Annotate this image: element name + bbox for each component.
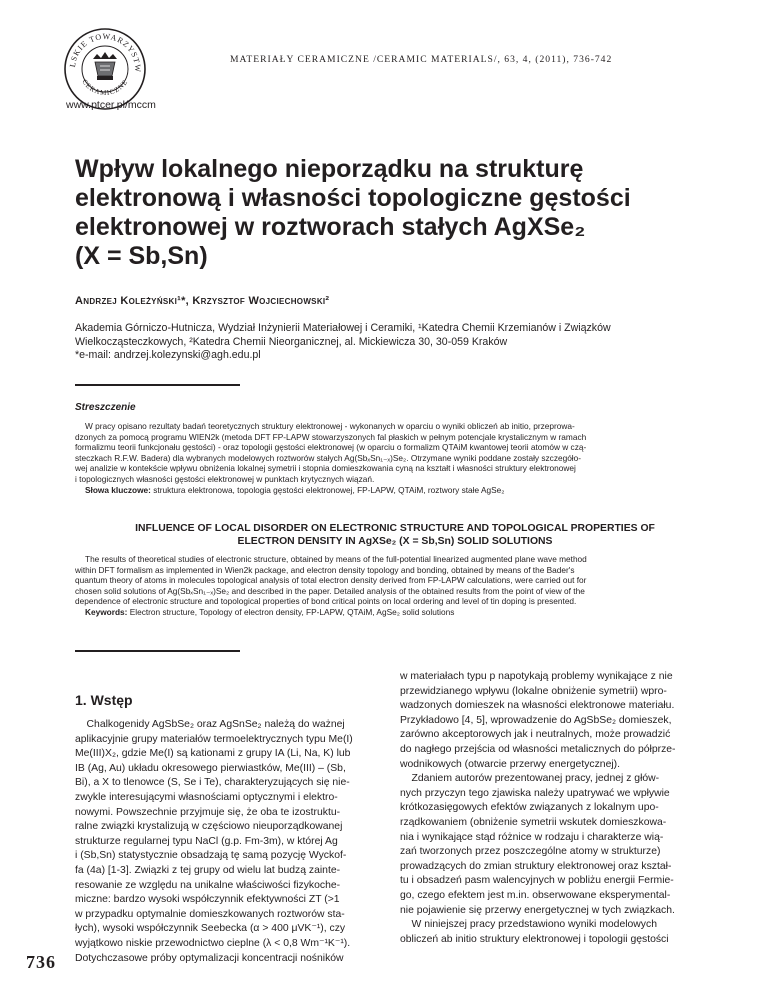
body-text-line: Bi), a X to tlenowce (S, Se i Te), charakteryzujących się nie- (75, 777, 350, 789)
abstract-line: W pracy opisano rezultaty badań teoretycznych struktury elektronowej - wykonanych w oparciu o wyniki obliczeń ab initio, przeprowa- (85, 421, 575, 431)
english-title-line: INFLUENCE OF LOCAL DISORDER ON ELECTRONIC STRUCTURE AND TOPOLOGICAL PROPERTIES OF (135, 523, 655, 534)
divider (75, 384, 240, 386)
body-text-line: nych przyczyn tego zjawiska należy upatrywać we wpływie (400, 787, 670, 799)
body-text-line: nie pojawienie się przerwy energetycznej w tych związkach. (400, 904, 675, 916)
english-title (75, 523, 715, 548)
body-text-line: do nagłego przejścia od własności metalicznych do półprze- (400, 743, 676, 755)
page-number: 736 (26, 952, 56, 972)
svg-text:POLSKIE TOWARZYSTWO: LSKIE TOWARZYSTW (67, 31, 143, 73)
abstract-en-line: quantum theory of atoms in molecules topological analysis of total electron density derived from FP-LAPW calculations, were carried out for (75, 575, 587, 586)
body-text-line: zwykle interesującymi własnościami optycznymi i elektro- (75, 791, 338, 803)
keywords-pl (75, 485, 715, 496)
abstract-en-line: dependence of electronic structure and topological properties of bond critical points on local ordering and level of tin doping is presented. (75, 596, 577, 607)
abstract-pl (75, 421, 715, 495)
body-text-line: ralne związki krystalizują w częściowo nieuporządkowanej (75, 821, 343, 833)
body-text-line: Chalkogenidy AgSbSe₂ oraz AgSnSe₂ należą do ważnej (75, 719, 345, 730)
body-text-line: Dotychczasowe próby optymalizacji koncentracji nośników (75, 952, 344, 964)
body-text-line: krótkozasięgowych efektów związanych z lokalnym upo- (400, 802, 659, 814)
body-text-line: wadzonych domieszek na własności elektronowe materiału. (400, 700, 675, 712)
body-text-line: resowanie ze względu na unikalne właściwości fizykoche- (75, 879, 341, 891)
title-line: Wpływ lokalnego nieporządku na strukturę (75, 155, 584, 183)
abstract-line: wej analizie w kontekście wpływu obniżenia lokalnej symetrii i stopnia domieszkowania cyną na kształt i własności struktury elektronowej (75, 463, 576, 474)
body-text-line: strukturze regularnej typu NaCl (g.p. Fm-3m), w której Ag (75, 835, 338, 847)
body-text-line: zarówno akceptorowych jak i neutralnych, może prowadzić (400, 729, 671, 741)
body-text-line: w przypadku optymalnie domieszkowanych roztworów sta- (75, 908, 345, 920)
affiliation (75, 322, 715, 363)
abstract-line: steczkach R.F.W. Badera) dla wybranych modelowych roztworów stałych Ag(SbₓSn₁₋ₓ)Se₂. Otrzymane wyniki poddane zostały szczegóło- (75, 452, 582, 463)
body-text-line: przewidzianego wpływu (lokalne obniżenie symetrii) wpro- (400, 685, 667, 697)
body-text-line: i (Sb,Sn) statystycznie obsadzają tę samą pozycję Wyckof- (75, 850, 347, 862)
abstract-line: dzonych za pomocą programu WIEN2k (metoda DFT FP-LAPW stowarzyszonych fal płaskich w pełnym potencjale krystalicznym w ramach (75, 431, 587, 442)
contact-email[interactable]: *e-mail: andrzej.kolezynski@agh.edu.pl (75, 349, 261, 361)
affiliation-line: Akademia Górniczo-Hutnicza, Wydział Inżynierii Materiałowej i Ceramiki, ¹Katedra Chemii Krzemianów i Związków (75, 322, 611, 334)
abstract-line: i topologicznych własności gęstości elektronowej w punktach krytycznych wiązań. (75, 473, 375, 484)
body-text-line: prowadzących do zmian struktury elektronowej oraz kształ- (400, 860, 672, 872)
divider (75, 650, 240, 652)
body-text-line: wyjątkowo niskie przewodnictwo cieplne (λ < 0,8 Wm⁻¹K⁻¹). (75, 937, 351, 949)
body-text-line: tu i obsadzeń pasm walencyjnych w pobliżu energii Fermie- (400, 875, 674, 887)
body-text-line: go, czego efektem jest m.in. obserwowane eksperymental- (400, 889, 671, 901)
title-line: (X = Sb,Sn) (75, 242, 208, 270)
keywords-en-text: Electron structure, Topology of electron density, FP-LAPW, QTAiM, AgSe₂ solid solutions (127, 606, 455, 617)
svg-text:CERAMICZNE: CERAMICZNE (80, 77, 130, 98)
body-text-line: rządkowaniem (obniżenie symetrii wskutek domieszkowa- (400, 816, 667, 828)
journal-url[interactable]: www.ptcer.pl/mccm (66, 99, 156, 111)
authors: Andrzej Koleżyński¹*, Krzysztof Wojciechowski² (75, 295, 330, 307)
keywords-en-label: Keywords: (85, 606, 128, 617)
body-text-line: zań tworzonych przez poszczególne atomy w strukturze) (400, 846, 661, 858)
paper-title (75, 155, 715, 271)
body-text-line: miczne: bardzo wysoki współczynnik efektywności ZT (>1 (75, 894, 340, 906)
keywords-en (75, 607, 715, 618)
body-text-line: aplikacyjnie grupy materiałów termoelektrycznych typu Me(I) (75, 733, 353, 745)
body-text-line: łych), wysoki współczynnik Seebecka (α > 400 μVK⁻¹), czy (75, 923, 346, 935)
abstract-en (75, 554, 715, 618)
body-text-line: Zdaniem autorów prezentowanej pracy, jednej z głów- (400, 773, 660, 785)
body-column-left (75, 718, 381, 966)
abstract-line: formalizmu teorii funkcjonału gęstości) - oraz topologii gęstości elektronowej (w oparciu o formalizm QTAiM kwantowej teorii atomów w czą- (75, 442, 587, 453)
title-line: elektronową i własności topologiczne gęstości (75, 184, 631, 212)
title-line: elektronowej w roztworach stałych AgXSe₂ (75, 213, 586, 241)
body-text-line: Me(III)X₂, gdzie Me(I) są kationami z grupy IA (Li, Na, K) lub (75, 748, 351, 760)
abstract-en-line: chosen solid solutions of Ag(SbₓSn₁₋ₓ)Se₂ and described in the paper. Detailed analysis of the obtained results from the point of view of the (75, 585, 585, 596)
body-text-line: nowymi. Powszechnie przyjmuje się, że oba te izostruktu- (75, 806, 341, 818)
affiliation-line: Wielkocząsteczkowych, ²Katedra Chemii Nieorganicznej, al. Mickiewicza 30, 30-059 Kraków (75, 335, 508, 348)
body-text-line: W niniejszej pracy przedstawiono wyniki modelowych (400, 919, 657, 931)
abstract-en-line: The results of theoretical studies of electronic structure, obtained by means of the full-potential linearized augmented plane wave method (85, 554, 587, 564)
body-text-line: w materiałach typu p napotykają problemy wynikające z nie (400, 671, 673, 682)
body-text-line: nia i wynikające stąd różnice w rodzaju i charakterze wią- (400, 831, 664, 843)
section-title: 1. Wstęp (75, 692, 133, 708)
body-text-line: wodnikowych (otwarcie przerwy energetycznej). (400, 758, 621, 770)
keywords-label: Słowa kluczowe: (85, 484, 151, 495)
body-text-line: obliczeń ab initio struktury elektronowej i topologii gęstości (400, 933, 669, 945)
body-text-line: Przykładowo [4, 5], wprowadzenie do AgSbSe₂ domieszek, (400, 714, 672, 726)
body-column-right (400, 670, 710, 947)
abstract-heading: Streszczenie (75, 402, 136, 413)
english-title-line: ELECTRON DENSITY IN AgXSe₂ (X = Sb,Sn) SOLID SOLUTIONS (237, 535, 553, 547)
body-text-line: fa (4a) [1-3]. Związki z tej grupy od wielu lat budzą zainte- (75, 864, 341, 876)
keywords-text: struktura elektronowa, topologia gęstości elektronowej, FP-LAPW, QTAiM, roztwory stałe AgSe₂ (150, 484, 505, 495)
journal-citation: MATERIAŁY CERAMICZNE /CERAMIC MATERIALS/, 63, 4, (2011), 736-742 (230, 54, 613, 65)
body-text-line: IB (Ag, Au) układu okresowego pierwiastków, Me(III) – (Sb, (75, 762, 346, 774)
abstract-en-line: within DFT formalism as implemented in Wien2k package, and electron density topology and bonding, obtained by means of the Bader's (75, 564, 575, 575)
